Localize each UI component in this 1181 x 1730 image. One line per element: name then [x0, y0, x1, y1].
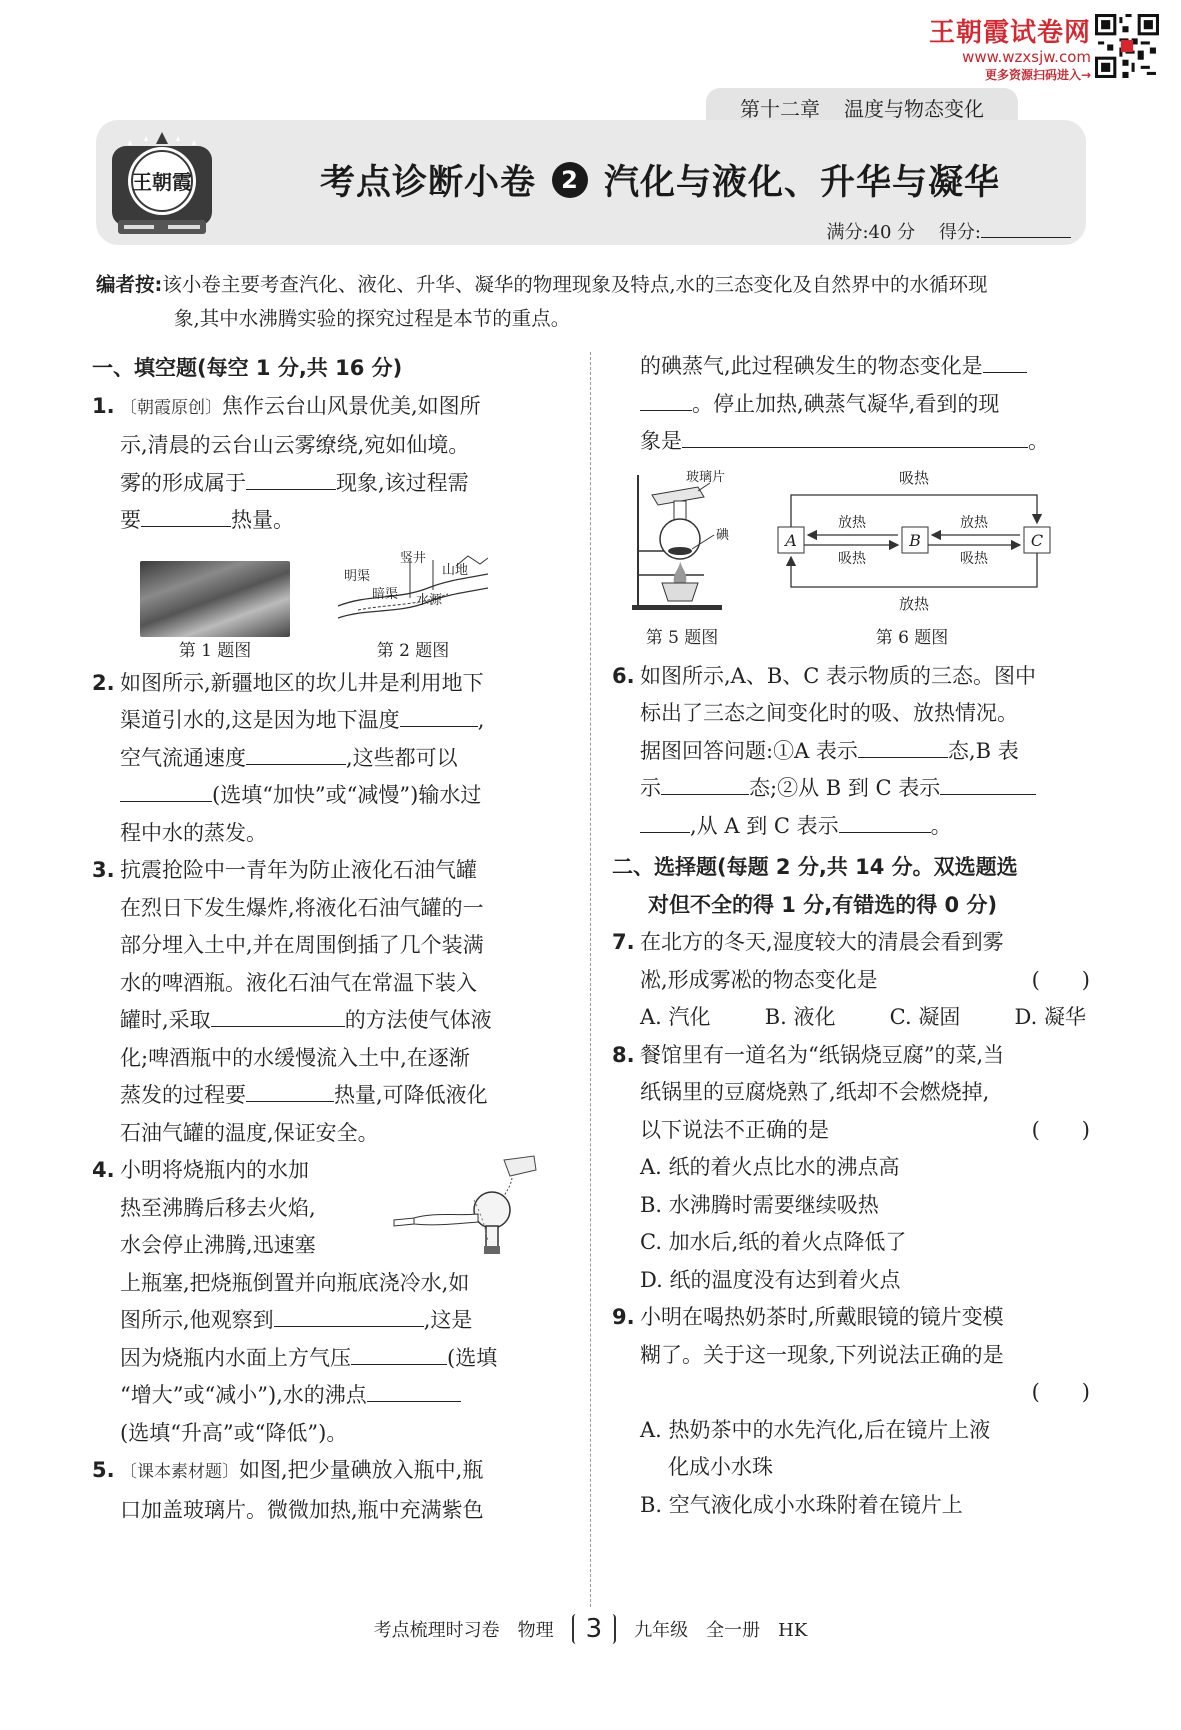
q7-option-c[interactable]: C. 凝固 [889, 1005, 961, 1029]
editor-note-line1: 该小卷主要考查汽化、液化、升华、凝华的物理现象及特点,水的三态变化及自然界中的水循环现 [162, 273, 988, 296]
q3-line3: 部分埋入土中,并在周围倒插了几个装满 [120, 933, 484, 957]
fig6-node-a: A [785, 530, 797, 550]
logo-text: 王朝霞 [132, 170, 192, 194]
q5-line2: 口加盖玻璃片。微微加热,瓶中充满紫色 [120, 1497, 484, 1522]
fig6-bc-absorb: 吸热 [960, 550, 988, 567]
q4-blank-1[interactable] [274, 1303, 424, 1327]
q1-line4b: 热量。 [231, 508, 294, 532]
score-line [826, 218, 1071, 244]
brand-name: 王朝霞试卷网 [928, 18, 1091, 48]
fig2-label-shandi: 山地 [442, 562, 469, 578]
q6-blank-3-cont[interactable] [640, 809, 690, 833]
q8-number: 8. [612, 1042, 635, 1067]
q3-line6: 化;啤酒瓶中的水缓慢流入土中,在逐渐 [120, 1045, 470, 1070]
karez-diagram [338, 548, 488, 628]
q7-line2: 凇,形成雾凇的物态变化是 [640, 967, 878, 992]
question-6 [612, 658, 1090, 846]
q5-line5a: 象是 [640, 429, 682, 453]
question-5 [92, 1452, 564, 1529]
q5-blank-1-cont[interactable] [640, 387, 692, 411]
q3-line8: 石油气罐的温度,保证安全。 [120, 1120, 379, 1145]
footer-right: 九年级 全一册 HK [634, 1620, 808, 1641]
fig6-bc-release: 放热 [960, 514, 988, 531]
editor-note-label: 编者按: [96, 273, 163, 296]
fig2-label-shujing: 竖井 [400, 550, 427, 566]
left-column [92, 350, 564, 1529]
qr-code-icon[interactable] [1095, 14, 1159, 78]
q3-line1: 抗震抢险中一青年为防止液化石油气罐 [120, 858, 477, 882]
fig2-label-shuiyuan: 水源 [416, 592, 443, 608]
fig6-ab-absorb: 吸热 [838, 550, 866, 567]
section2-title-line1: 二、选择题(每题 2 分,共 14 分。双选题选 [612, 855, 1018, 879]
full-score: 满分:40 分 [826, 222, 916, 243]
q2-line4: (选填“加快”或“减慢”)输水过 [212, 783, 482, 807]
chapter-title: 温度与物态变化 [844, 96, 984, 121]
q5-tag: 〔课本素材题〕 [120, 1462, 239, 1482]
q1-line3a: 雾的形成属于 [120, 470, 246, 495]
q1-blank-2[interactable] [141, 503, 231, 527]
q3-line5a: 罐时,采取 [120, 1008, 211, 1032]
q3-line4: 水的啤酒瓶。液化石油气在常温下装入 [120, 970, 477, 995]
q4-line4: 上瓶塞,把烧瓶倒置并向瓶底浇冷水,如 [120, 1270, 470, 1295]
q4-line8: (选填“升高”或“降低”)。 [120, 1420, 348, 1445]
q9-option-a-line2: 化成小水珠 [668, 1455, 773, 1479]
paper-title-prefix: 考点诊断小卷 [319, 163, 536, 203]
q7-number: 7. [612, 930, 635, 954]
q4-number: 4. [92, 1158, 115, 1182]
q4-line5a: 图所示,他观察到 [120, 1308, 274, 1332]
wangzhaoxia-logo [108, 126, 216, 240]
q6-blank-1[interactable] [858, 734, 948, 758]
chapter-label: 第十二章 [740, 96, 820, 121]
yuntai-mountain-photo [140, 561, 290, 637]
q4-line1: 小明将烧瓶内的水加 [120, 1158, 309, 1182]
q8-line3: 以下说法不正确的是 [640, 1117, 829, 1142]
fig5-glass-label: 玻璃片 [686, 469, 726, 485]
score-blank[interactable] [981, 222, 1071, 238]
footer [0, 1614, 1181, 1644]
question-9 [612, 1299, 1090, 1412]
q6-blank-4[interactable] [839, 809, 931, 833]
q8-option-c[interactable]: C. 加水后,纸的着火点降低了 [640, 1230, 907, 1254]
q5-line3a: 的碘蒸气,此过程碘发生的物态变化是 [640, 354, 983, 378]
fig5-caption: 第 5 题图 [645, 627, 719, 648]
state-change-diagram [762, 465, 1062, 615]
q6-line2: 标出了三态之间变化时的吸、放热情况。 [640, 701, 1018, 725]
q3-line7a: 蒸发的过程要 [120, 1083, 246, 1107]
q3-blank-2[interactable] [246, 1078, 334, 1102]
fig6-caption: 第 6 题图 [875, 627, 949, 648]
q6-blank-3[interactable] [940, 771, 1036, 795]
q9-line1: 小明在喝热奶茶时,所戴眼镜的镜片变模 [640, 1305, 1004, 1329]
q1-number: 1. [92, 393, 115, 418]
q4-blank-3[interactable] [367, 1378, 461, 1402]
q3-line2: 在烈日下发生爆炸,将液化石油气罐的一 [120, 895, 484, 920]
editor-note [96, 268, 1086, 336]
q6-line1: 如图所示,A、B、C 表示物质的三态。图中 [640, 663, 1037, 688]
q2-blank-2[interactable] [246, 741, 346, 765]
q1-line4a: 要 [120, 508, 141, 532]
section2-title-line2: 对但不全的得 1 分,有错选的得 0 分) [648, 892, 998, 917]
q5-line1: 如图,把少量碘放入瓶中,瓶 [239, 1458, 484, 1482]
section2-header [612, 849, 1090, 924]
q3-line7b: 热量,可降低液化 [334, 1083, 488, 1107]
figure-5 [612, 465, 752, 652]
brand-box [929, 12, 1091, 83]
q1-blank-1[interactable] [246, 466, 336, 490]
q5-blank-1[interactable] [983, 349, 1027, 373]
q2-line3a: 空气流通速度 [120, 745, 246, 770]
q1-tag: 〔朝霞原创〕 [120, 397, 222, 418]
fig1-caption: 第 1 题图 [178, 640, 252, 661]
figure-2 [338, 548, 488, 665]
q5-number: 5. [92, 1458, 115, 1482]
q8-option-a[interactable]: A. 纸的着火点比水的沸点高 [640, 1155, 900, 1179]
q7-option-d[interactable]: D. 凝华 [1014, 1005, 1086, 1029]
question-8 [612, 1037, 1090, 1150]
column-divider [590, 352, 591, 1607]
q9-option-b[interactable]: B. 空气液化成小水珠附着在镜片上 [640, 1492, 963, 1517]
q2-line3b: ,这些都可以 [346, 745, 458, 770]
q6-blank-2[interactable] [661, 771, 749, 795]
q4-line3: 水会停止沸腾,迅速塞 [120, 1233, 316, 1257]
fig2-label-anqu: 暗渠 [372, 586, 399, 602]
q2-number: 2. [92, 670, 115, 695]
section1-title: 一、填空题(每空 1 分,共 16 分) [92, 356, 403, 380]
brand-url[interactable]: www.wzxsjw.com [962, 48, 1091, 66]
q2-blank-3[interactable] [120, 778, 212, 802]
q7-option-b[interactable]: B. 液化 [764, 1005, 836, 1029]
q9-option-a-line1: A. 热奶茶中的水先汽化,后在镜片上液 [640, 1417, 991, 1442]
q6-line3b: 态,B 表 [947, 738, 1019, 763]
q1-line1: 焦作云台山风景优美,如图所 [222, 393, 481, 418]
q9-number: 9. [612, 1305, 635, 1329]
q7-answer-paren[interactable]: ( ) [1031, 967, 1090, 992]
figures-1-2 [92, 548, 564, 665]
page-number: 3 [572, 1614, 617, 1644]
q1-line2: 示,清晨的云台山云雾缭绕,宛如仙境。 [120, 433, 470, 457]
q3-number: 3. [92, 858, 115, 882]
fig6-top-label: 吸热 [898, 468, 930, 487]
figure-1 [140, 561, 290, 665]
right-column [612, 348, 1090, 1524]
paper-title-text: 汽化与液化、升华与凝华 [604, 163, 1001, 203]
q2-line2: 渠道引水的,这是因为地下温度 [120, 708, 400, 732]
q2-line5: 程中水的蒸发。 [120, 820, 267, 845]
brand-scan-text: 更多资源扫码进入→ [984, 67, 1091, 82]
q1-line3b: 现象,该过程需 [336, 470, 469, 495]
question-7 [612, 924, 1090, 999]
q6-line4b: 态;②从 B 到 C 表示 [749, 776, 941, 800]
question-2 [92, 665, 564, 853]
footer-left: 考点梳理时习卷 物理 [373, 1620, 554, 1641]
q5-line5b: 。 [1028, 429, 1049, 453]
question-3 [92, 852, 564, 1152]
score-label: 得分: [938, 222, 981, 243]
q8-option-d[interactable]: D. 纸的温度没有达到着火点 [640, 1267, 901, 1292]
fig2-label-mingqu: 明渠 [344, 568, 371, 584]
fig6-node-b: B [909, 530, 921, 550]
q8-line1: 餐馆里有一道名为“纸锅烧豆腐”的菜,当 [640, 1042, 1005, 1067]
fig2-caption: 第 2 题图 [376, 640, 450, 661]
editor-note-line2: 象,其中水沸腾实验的探究过程是本节的重点。 [174, 307, 571, 330]
q4-line6a: 因为烧瓶内水面上方气压 [120, 1345, 351, 1370]
q3-line5b: 的方法使气体液 [344, 1008, 492, 1032]
q7-line1: 在北方的冬天,湿度较大的清晨会看到雾 [640, 930, 1004, 954]
fig6-bottom-label: 放热 [898, 594, 930, 613]
q9-option-a[interactable] [612, 1412, 1090, 1487]
paper-title [250, 155, 1070, 205]
inverted-flask-figure [384, 1152, 564, 1262]
q9-answer-paren[interactable]: ( ) [1031, 1380, 1090, 1404]
q9-line2: 糊了。关于这一现象,下列说法正确的是 [640, 1342, 1004, 1367]
q7-options [612, 999, 1090, 1037]
q4-line2: 热至沸腾后移去火焰, [120, 1195, 316, 1220]
fig6-ab-release: 放热 [838, 514, 866, 531]
q6-line4a: 示 [640, 776, 661, 800]
q7-option-a[interactable]: A. 汽化 [640, 1005, 711, 1029]
q2-line1: 如图所示,新疆地区的坎儿井是利用地下 [120, 670, 484, 695]
q5-blank-2[interactable] [682, 424, 1028, 448]
question-4 [92, 1152, 564, 1452]
q2-blank-1[interactable] [400, 703, 478, 727]
q4-line5b: ,这是 [423, 1308, 473, 1332]
q5-continued [612, 348, 1090, 461]
q5-line4: 。停止加热,碘蒸气凝华,看到的现 [692, 391, 1000, 416]
fig5-iodine-label: 碘 [716, 527, 730, 543]
q2-line2b: , [477, 708, 485, 732]
q8-answer-paren[interactable]: ( ) [1031, 1117, 1090, 1142]
q6-line5a: ,从 A 到 C 表示 [690, 813, 839, 838]
q4-blank-2[interactable] [351, 1341, 447, 1365]
q3-blank-1[interactable] [211, 1003, 345, 1027]
q6-number: 6. [612, 663, 635, 688]
q8-option-b[interactable]: B. 水沸腾时需要继续吸热 [640, 1192, 879, 1217]
question-1 [92, 388, 564, 540]
figure-6 [762, 465, 1062, 652]
q4-line6b: (选填 [447, 1345, 498, 1370]
q6-line5b: 。 [930, 813, 952, 838]
paper-number-badge: 2 [552, 162, 588, 198]
iodine-apparatus [612, 465, 752, 615]
fig6-node-c: C [1030, 530, 1044, 550]
q8-line2: 纸锅里的豆腐烧熟了,纸却不会燃烧掉, [640, 1080, 990, 1104]
figures-5-6 [612, 465, 1090, 652]
q6-line3a: 据图回答问题:①A 表示 [640, 738, 858, 763]
q4-line7a: “增大”或“减小”),水的沸点 [120, 1383, 367, 1407]
